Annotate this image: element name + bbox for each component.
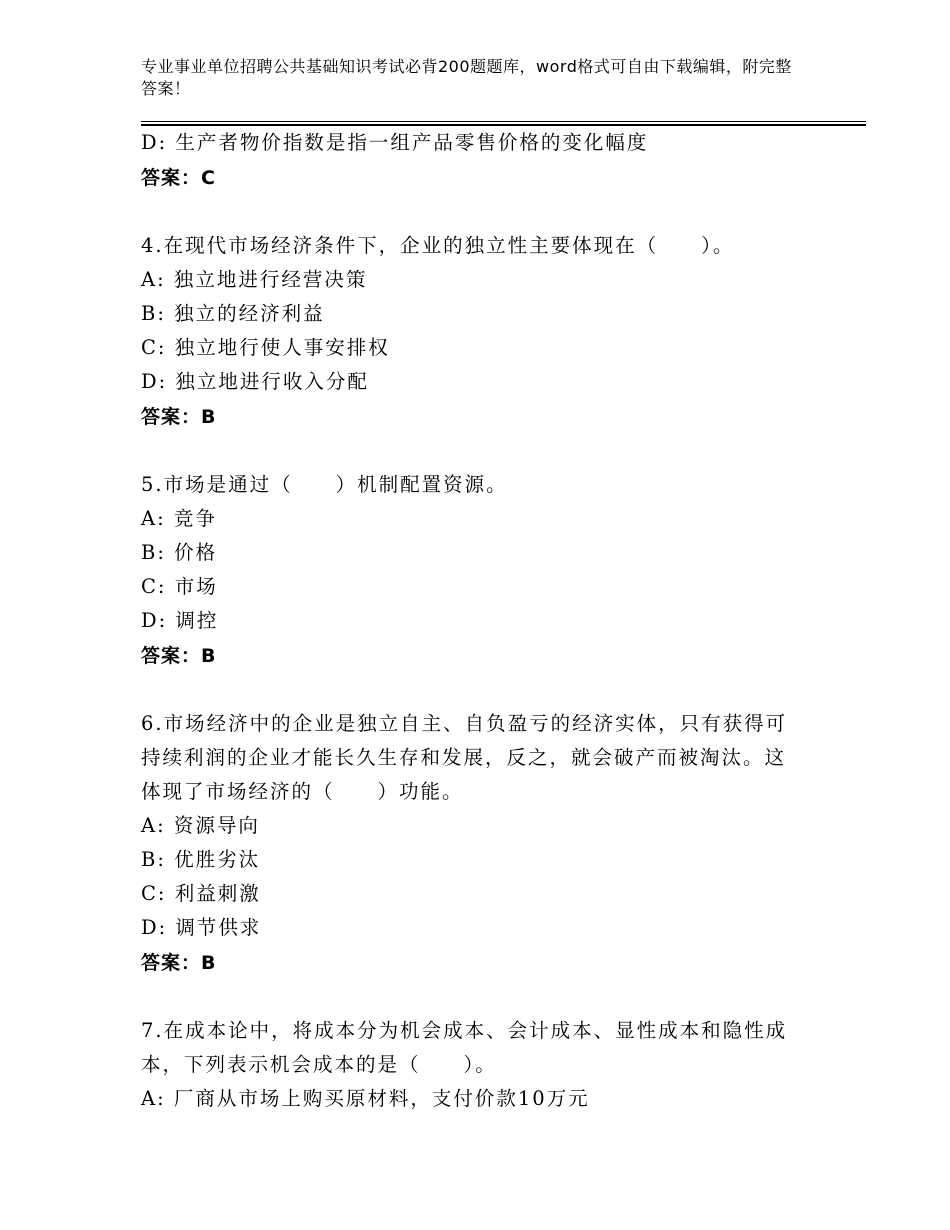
- q6-question-line-1: 6.市场经济中的企业是独立自主、自负盈亏的经济实体，只有获得可: [141, 712, 788, 735]
- q4-option-d: D: 独立地进行收入分配: [141, 370, 369, 393]
- q5-option-c: C: 市场: [141, 575, 218, 598]
- q7-question-line-1: 7.在成本论中，将成本分为机会成本、会计成本、显性成本和隐性成: [141, 1019, 788, 1042]
- document-header: 专业事业单位招聘公共基础知识考试必背200题题库，word格式可自由下载编辑，附完整答案！: [141, 57, 792, 98]
- q3-option-d: D: 生产者物价指数是指一组产品零售价格的变化幅度: [141, 131, 649, 154]
- q7-option-a: A: 厂商从市场上购买原材料，支付价款10万元: [141, 1087, 590, 1110]
- q4-option-a: A: 独立地进行经营决策: [141, 268, 368, 291]
- q5-answer: 答案：B: [141, 645, 217, 667]
- q3-answer: 答案：C: [141, 167, 216, 189]
- header-rule-thick: [141, 124, 866, 126]
- q6-option-b: B: 优胜劣汰: [141, 848, 261, 871]
- q6-question-line-2: 持续利润的企业才能长久生存和发展，反之，就会破产而被淘汰。这: [141, 746, 787, 769]
- q7-question-line-2: 本，下列表示机会成本的是（ ）。: [141, 1053, 497, 1076]
- q6-option-a: A: 资源导向: [141, 814, 260, 837]
- q5-question: 5.市场是通过（ ）机制配置资源。: [141, 473, 508, 496]
- q6-option-c: C: 利益刺激: [141, 882, 261, 905]
- q6-answer: 答案：B: [141, 952, 217, 974]
- q5-option-b: B: 价格: [141, 541, 218, 564]
- q4-question: 4.在现代市场经济条件下，企业的独立性主要体现在（ ）。: [141, 234, 735, 257]
- q6-option-d: D: 调节供求: [141, 916, 262, 939]
- q6-question-line-3: 体现了市场经济的（ ）功能。: [141, 780, 464, 803]
- q4-answer: 答案：B: [141, 406, 217, 428]
- q5-option-d: D: 调控: [141, 609, 219, 632]
- q4-option-b: B: 独立的经济利益: [141, 302, 325, 325]
- q4-option-c: C: 独立地行使人事安排权: [141, 336, 390, 359]
- header-rule-thin: [141, 121, 866, 122]
- q5-option-a: A: 竞争: [141, 507, 217, 530]
